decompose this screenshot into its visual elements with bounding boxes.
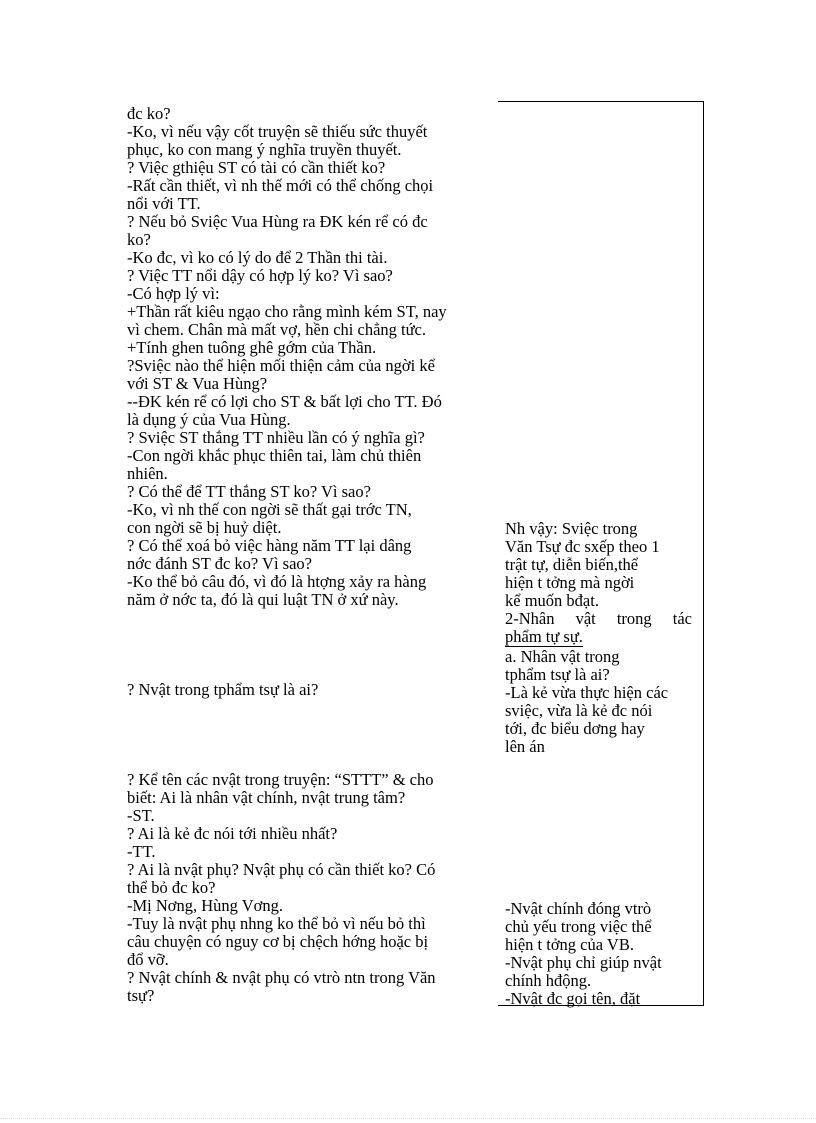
- text-line: ? Nếu bỏ Sviệc Vua Hùng ra ĐK kén rể có đc: [127, 212, 428, 231]
- text-line: nổi với TT.: [127, 194, 201, 213]
- text-line: -Tuy là nvật phụ nhng ko thể bỏ vì nếu bỏ thì: [127, 914, 426, 933]
- text-line: nhiên.: [127, 464, 168, 483]
- section-heading-line-2: phẩm tự sự.: [505, 627, 583, 646]
- text-line: -Ko đc, vì ko có lý do để 2 Thần thi tài.: [127, 248, 388, 267]
- text-line: ? Nvật chính & nvật phụ có vtrò ntn trong Văn: [127, 968, 436, 987]
- text-line: ? Ai là kẻ đc nói tới nhiều nhất?: [127, 824, 338, 843]
- text-line: ? Việc TT nổi dậy có hợp lý ko? Vì sao?: [127, 266, 393, 285]
- text-line: kể muốn bđạt.: [505, 591, 599, 610]
- text-line: sviệc, vừa là kẻ đc nói: [505, 701, 653, 720]
- text-line: ?Sviệc nào thể hiện mối thiện cảm của ngời kể: [127, 356, 435, 375]
- text-line: -Rất cần thiết, vì nh thế mới có thể chống chọi: [127, 176, 434, 195]
- text-line: ? Ai là nvật phụ? Nvật phụ có cần thiết ko? Có: [127, 860, 436, 879]
- summary-note: [505, 520, 692, 610]
- text-line: +Thần rất kiêu ngạo cho rằng mình kém ST, nay: [127, 302, 447, 321]
- text-line: đổ vỡ.: [127, 950, 169, 969]
- text-line: ? Có thể xoá bỏ việc hàng năm TT lại dâng: [127, 536, 412, 555]
- text-line: thể bỏ đc ko?: [127, 878, 216, 897]
- discussion-block-2: [127, 681, 489, 699]
- text-line: ? Sviệc ST thắng TT nhiều lần có ý nghĩa gì?: [127, 428, 425, 447]
- text-line: tsự?: [127, 986, 155, 1005]
- text-line: tới, đc biểu dơng hay: [505, 719, 645, 738]
- text-line: -Nvật phụ chỉ giúp nvật: [505, 953, 662, 972]
- text-line: vì chem. Chân mà mất vợ, hền chi chẳng tức.: [127, 320, 426, 339]
- question-column: [127, 105, 489, 1005]
- text-line: trật tự, diễn biến,thể: [505, 555, 639, 574]
- text-line: phục, ko con mang ý nghĩa truyền thuyết.: [127, 140, 402, 159]
- text-line: -Ko, vì nếu vậy cốt truyện sẽ thiếu sức thuyết: [127, 122, 428, 141]
- text-line: -Là kẻ vừa thực hiện các: [505, 683, 669, 702]
- text-line: chủ yếu trong việc thể: [505, 917, 652, 936]
- text-line: chính hđộng.: [505, 971, 592, 990]
- text-line: hiện t tởng của VB.: [505, 935, 634, 954]
- text-line: Văn Tsự đc sxếp theo 1: [505, 537, 660, 556]
- text-line: -Nvật đc gọi tên, đặt: [505, 989, 641, 1008]
- text-line: -Ko thể bỏ câu đó, vì đó là htợng xảy ra hàng: [127, 572, 427, 591]
- text-line: câu chuyện có nguy cơ bị chệch hớng hoặc bị: [127, 932, 429, 951]
- text-line: năm ở nớc ta, đó là qui luật TN ở xứ này.: [127, 590, 399, 609]
- text-line: -Nvật chính đóng vtrò: [505, 899, 652, 918]
- text-line: biết: Ai là nhân vật chính, nvật trung tâm?: [127, 788, 406, 807]
- text-line: +Tính ghen tuông ghê gớm của Thần.: [127, 338, 377, 357]
- text-line: ? Việc gthiệu ST có tài có cần thiết ko?: [127, 158, 386, 177]
- text-line: ? Kể tên các nvật trong truyện: “STTT” & cho: [127, 770, 434, 789]
- section-heading: [505, 610, 692, 647]
- text-line: -Con ngời khắc phục thiên tai, làm chủ thiên: [127, 446, 422, 465]
- text-line: ? Nvật trong tphẩm tsự là ai?: [127, 680, 319, 699]
- spacer: [127, 609, 489, 681]
- text-line: -Ko, vì nh thế con ngời sẽ thất gại trớc TN,: [127, 500, 412, 519]
- text-line: -TT.: [127, 842, 156, 861]
- text-line: đc ko?: [127, 104, 171, 123]
- page-edge: [0, 1118, 816, 1119]
- answer-a: [505, 684, 692, 756]
- text-line: ko?: [127, 230, 151, 249]
- text-line: -ST.: [127, 806, 155, 825]
- spacer: [127, 699, 489, 771]
- subheading-a: [505, 648, 692, 684]
- text-line: ? Có thể để TT thắng ST ko? Vì sao?: [127, 482, 371, 501]
- text-line: với ST & Vua Hùng?: [127, 374, 268, 393]
- text-line: --ĐK kén rể có lợi cho ST & bất lợi cho TT. Đó: [127, 392, 442, 411]
- subheading-a-line-2: tphẩm tsự là ai?: [505, 665, 610, 684]
- text-line: -Mị Nơng, Hùng Vơng.: [127, 896, 284, 915]
- text-line: hiện t tởng mà ngời: [505, 573, 635, 592]
- text-line: con ngời sẽ bị huỷ diệt.: [127, 518, 282, 537]
- text-line: nớc đánh ST đc ko? Vì sao?: [127, 554, 312, 573]
- discussion-block-3: [127, 771, 489, 1005]
- text-line: lên án: [505, 737, 545, 756]
- subheading-a-line-1: a. Nhân vật trong: [505, 647, 620, 666]
- discussion-block-1: [127, 105, 489, 609]
- section-heading-line-1: 2-Nhân vật trong tác: [505, 609, 692, 628]
- text-line: là dụng ý của Vua Hùng.: [127, 410, 291, 429]
- character-roles-note: [505, 900, 692, 1008]
- text-line: -Có hợp lý vì:: [127, 284, 220, 303]
- text-line: Nh vậy: Sviệc trong: [505, 519, 638, 538]
